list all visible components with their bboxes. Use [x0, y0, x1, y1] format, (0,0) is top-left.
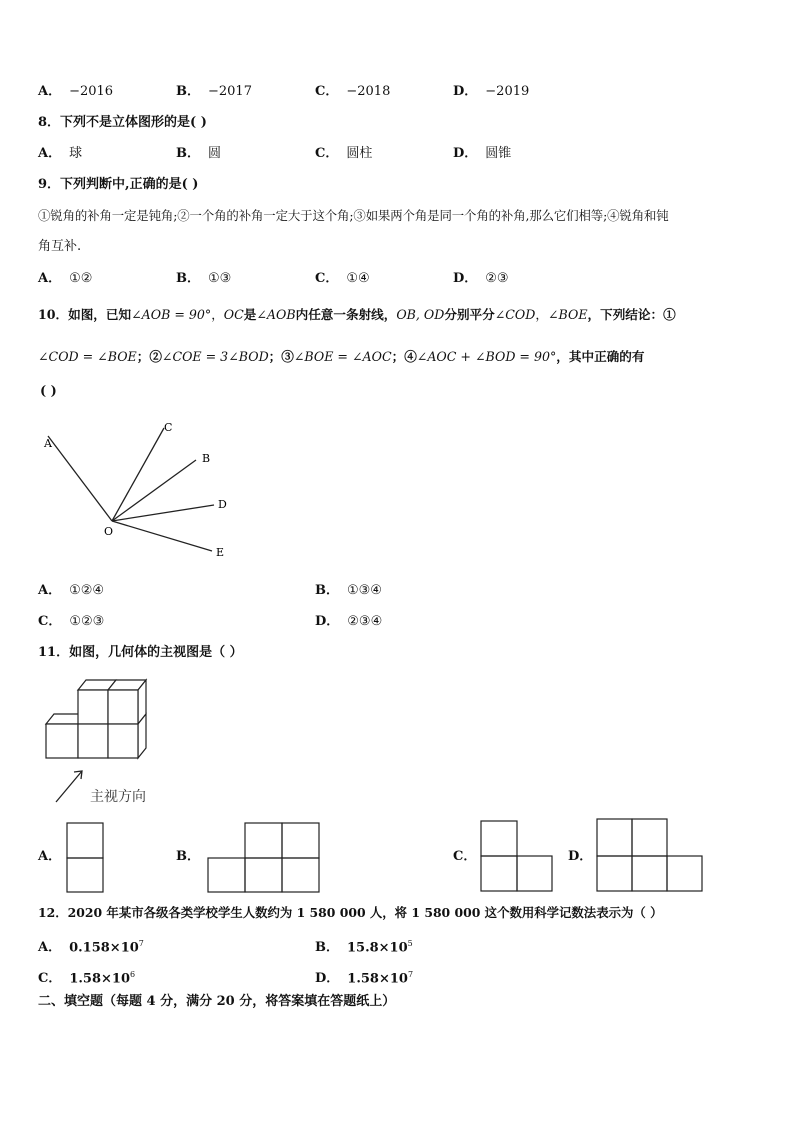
q9-statement-line1: ①锐角的补角一定是钝角;②一个角的补角一定大于这个角;③如果两个角是同一个角的补角,那么它们相等;④锐角和钝	[38, 208, 669, 223]
q10-angle-figure	[36, 418, 236, 564]
q8-option-d: D． 圆锥	[453, 146, 512, 161]
q11-option-c-key: C．	[453, 849, 477, 864]
ray-oa	[48, 436, 112, 521]
q10-option-b: B． ①③④	[315, 583, 382, 598]
q12-option-a: A． $0.158\times 10^7$	[38, 939, 144, 956]
q12-option-c: C． $1.58\times 10^6$	[38, 970, 136, 987]
q7-option-a: A． −2016	[38, 84, 114, 99]
q8-option-c: C． 圆柱	[315, 146, 373, 161]
ray-oc	[112, 428, 164, 521]
ray-od	[112, 505, 214, 521]
label-c: C	[164, 421, 173, 434]
q9-statement-line2: 角互补.	[38, 239, 82, 254]
q9-option-a: A． ①②	[38, 271, 93, 286]
q8-option-b: B． 圆	[176, 146, 222, 161]
q10-stem-line2: ∠COD = ∠BOE；②∠COE = 3∠BOD；③∠BOE = ∠AOC；④∠AOC + ∠BOD = 90°，其中正确的有	[38, 349, 645, 364]
q9-stem: 9．下列判断中,正确的是( )	[38, 177, 199, 192]
q8-stem: 8．下列不是立体图形的是( )	[38, 115, 207, 130]
label-d: D	[218, 498, 227, 511]
view-direction-arrow	[56, 771, 82, 802]
q11-solid-figure	[36, 674, 166, 809]
q8-option-a: A． 球	[38, 146, 83, 161]
q11-option-b-key: B．	[176, 849, 200, 864]
q10-option-d: D． ②③④	[315, 614, 383, 629]
ray-ob	[112, 460, 196, 521]
q11-option-d-figure	[596, 818, 706, 894]
label-b: B	[202, 452, 211, 465]
q12-stem: 12．2020 年某市各级各类学校学生人数约为 1 580 000 人，将 1 580 000 这个数用科学记数法表示为（ ）	[38, 905, 663, 920]
q10-stem-line1: 10．如图，已知∠AOB = 90°，OC是∠AOB内任意一条射线，OB, OD分别平分∠COD，∠BOE，下列结论：①	[38, 307, 676, 322]
section2-title: 二、填空题（每题 4 分，满分 20 分，将答案填在答题纸上）	[38, 994, 396, 1009]
q11-option-c-figure	[480, 820, 554, 894]
q11-stem: 11．如图，几何体的主视图是（ ）	[38, 645, 243, 660]
q12-option-d: D． $1.58\times 10^7$	[315, 970, 414, 987]
q9-option-c: C． ①④	[315, 271, 370, 286]
q9-option-d: D． ②③	[453, 271, 509, 286]
q7-option-c: C． −2018	[315, 84, 391, 99]
ray-oe	[112, 521, 212, 551]
label-e: E	[216, 546, 225, 559]
view-direction-label: 主视方向	[90, 789, 146, 805]
q10-option-c: C． ①②③	[38, 614, 105, 629]
q9-option-b: B． ①③	[176, 271, 232, 286]
q12-option-b: B． $15.8\times 10^5$	[315, 939, 413, 956]
q7-option-d: D． −2019	[453, 84, 530, 99]
q11-option-d-key: D．	[568, 849, 593, 864]
q11-option-a-key: A．	[38, 849, 62, 864]
q7-option-b: B． −2017	[176, 84, 252, 99]
label-o: O	[104, 525, 114, 538]
q10-answer-paren: ( )	[40, 384, 57, 399]
q10-option-a: A． ①②④	[38, 583, 105, 598]
label-a: A	[44, 437, 52, 450]
q11-option-a-figure	[66, 822, 106, 894]
q11-option-b-figure	[207, 822, 321, 894]
